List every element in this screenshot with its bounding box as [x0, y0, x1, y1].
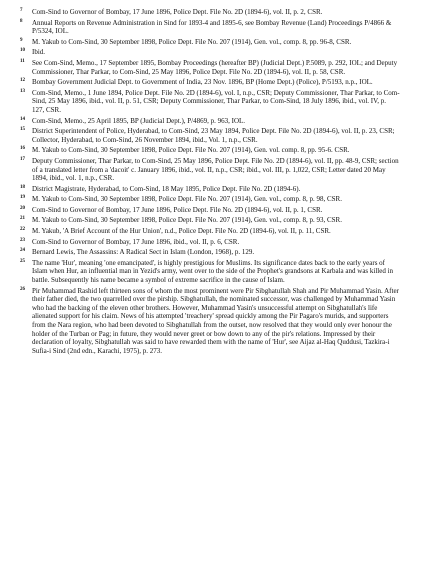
- footnote-item: [20, 248, 400, 257]
- footnote-text: Bernard Lewis, The Assassins: A Radical Sect in Islam (London, 1968), p. 129.: [32, 248, 255, 257]
- footnote-number: 7: [20, 8, 23, 13]
- footnote-number: 14: [20, 116, 25, 122]
- footnote-text: Annual Reports on Revenue Administration in Sind for 1893-4 and 1895-6, see Bombay Revenue (Land) Proceedings P/4866 & P/5324, IOL.: [32, 18, 392, 36]
- footnote-text: Bombay Government Judicial Dept. to Government of India, 23 Nov. 1896, BP (Home Dept.) (Police), P/5193, n.p., IOL.: [32, 78, 373, 87]
- footnote-item: [20, 259, 400, 285]
- footnote-text: Deputy Commissioner, Thar Parkar, to Com-Sind, 25 May 1896, Police Dept. File No. 2D (1894-6), vol. II, pp. 48-9, CSR; section of a translated letter from a 'dacoit' c. January 1896, ibid., vol. II, n.p., CSR; ibid., vol. III, p. 1,022, CSR; Letter dated 20 May 1894, ibid., vol. 1, n.p., CSR.: [32, 156, 399, 183]
- footnote-number: 13: [20, 88, 25, 94]
- footnote-number: 23: [20, 237, 25, 243]
- footnote-text: M. Yakub to Com-Sind, 30 September 1898, Police Dept. File No. 207 (1914), Gen. vol., comp. 8, p. 98, CSR.: [32, 195, 342, 204]
- footnote-list: [20, 8, 400, 355]
- footnote-item: [20, 185, 400, 194]
- footnote-number: 20: [20, 205, 25, 211]
- footnote-text: M. Yakub to Com-Sind, 30 September 1898, Police Dept. File No. 207 (1914), Gen. vol., comp. 8, p. 93, CSR.: [32, 216, 342, 225]
- footnote-number: 21: [20, 216, 25, 222]
- footnote-item: [20, 8, 400, 17]
- footnote-text: Com-Sind to Governor of Bombay, 17 June 1896, Police Dept. File No. 2D (1894-6), vol. II, p. 2, CSR.: [32, 8, 323, 16]
- footnote-number: 25: [20, 258, 25, 264]
- footnote-item: [20, 195, 400, 204]
- footnote-item: [20, 227, 400, 236]
- footnote-text: The name 'Hur', meaning 'one emancipated', is highly prestigious for Muslims. Its significance dates back to the early years of Islam when Hur, an influential man in Yezid's army, went over to the side of the Prophet's grandsons at Karbala and was killed in battle. Subsequently his name became a symbol of extreme sacrifice in the cause of Islam.: [32, 258, 394, 285]
- footnote-item: [20, 206, 400, 215]
- footnote-text: Ibid.: [32, 48, 46, 57]
- footnote-number: 22: [20, 227, 25, 233]
- footnote-item: [20, 238, 400, 247]
- footnote-number: 24: [20, 248, 25, 254]
- footnote-number: 8: [20, 18, 23, 24]
- footnote-number: 16: [20, 146, 25, 152]
- footnote-text: District Superintendent of Police, Hyderabad, to Com-Sind, 23 May 1894, Police Dept. File No. 2D (1894-6), vol. II, p. 23, CSR; Collector, Hyderabad, to Com-Sind, 26 November 1894, ibid., Vol. 1, n.p., CSR.: [32, 127, 395, 144]
- footnote-number: 18: [20, 184, 25, 190]
- footnote-text: Com-Sind, Memo., 1 June 1894, Police Dept. File No. 2D (1894-6), vol. I, n.p., CSR; Deputy Commissioner, Thar Parkar, to Com-Sind, 25 May 1896, ibid., vol. II, p. 51, CSR; Deputy Commissioner, Thar Parkar, to Com-Sind, 18 July 1896, ibid., vol. IV, p. 127, CSR.: [32, 88, 400, 114]
- footnote-text: Com-Sind, Memo., 25 April 1895, BP (Judicial Dept.), P/4869, p. 963, IOL.: [32, 116, 246, 125]
- footnote-item: [20, 38, 400, 47]
- footnote-number: 15: [20, 127, 25, 133]
- footnote-text: M. Yakub to Com-Sind, 30 September 1898, Police Dept. File No. 207 (1914), Gen. vol., comp. 8, pp. 96-8, CSR.: [32, 37, 352, 46]
- footnote-number: 26: [20, 286, 25, 292]
- footnote-item: [20, 127, 400, 144]
- footnote-text: Com-Sind to Governor of Bombay, 17 June 1896, ibid., vol. II, p. 6, CSR.: [32, 237, 240, 246]
- footnote-number: 12: [20, 78, 25, 84]
- footnote-text: M. Yakub to Com-Sind, 30 September 1898, Police Dept. File No. 207 (1914), Gen. vol. comp. 8, pp. 95-6. CSR.: [32, 146, 350, 155]
- footnote-item: [20, 287, 400, 356]
- footnote-item: [20, 48, 400, 57]
- footnote-text: District Magistrate, Hyderabad, to Com-Sind, 18 May 1895, Police Dept. File No. 2D (1894-6).: [32, 184, 301, 193]
- footnote-item: [20, 59, 400, 76]
- footnote-text: Com-Sind to Governor of Bombay, 17 June 1896, Police Dept. File No. 2D (1894-6), vol. II, p. 1, CSR.: [32, 205, 323, 214]
- footnote-item: [20, 146, 400, 155]
- footnote-item: [20, 78, 400, 87]
- footnote-item: [20, 89, 400, 115]
- footnote-item: [20, 117, 400, 126]
- footnote-item: [20, 19, 400, 36]
- footnote-number: 17: [20, 156, 25, 162]
- footnote-number: 9: [20, 37, 23, 43]
- footnote-text: See Com-Sind, Memo., 17 September 1895, Bombay Proceedings (hereafter BP) (Judicial Dept.) P.5089, p. 292, IOL; and Deputy Commissioner, Thar Parkar, to Com-Sind, 25 May 1896, Police Dept. File No. 2D (1894-6), vol. II, p. 58, CSR.: [32, 58, 398, 76]
- footnote-number: 10: [20, 48, 25, 54]
- footnote-item: [20, 157, 400, 183]
- footnote-item: [20, 216, 400, 225]
- footnote-text: Pir Muhammad Rashid left thirteen sons of whom the most prominent were Pir Sibghatullah Shah and Pir Muhammad Yasin. After their father died, the two quarrelled over the pirship. Sibghatullah, the nominated successor, was challenged by Muhammad Yasin who had the backing of the eleven other brothers. However, Muhammad Yasin's unsuccessful attempt on Sibghatullah's life alienated support for his claim. News of his attempted 'treachery' spread quickly among the Pir Pagaro's murids, and supporters from the Nara region, who had been devoted to Sibghatullah from the outset, now resolved that they would only ever honour the holder of the Turban or Pag; in future, they would never greet or bow down to any of the pir's relations. Impressed by their declaration of loyalty, Sibghatullah was said to have rewarded them with the name of 'Hur', see Aijaz al-Haq Quddusi, Tazkira-i Sufia-i Sind (2nd edn., Karachi, 1975), p. 273.: [32, 286, 399, 355]
- footnote-number: 19: [20, 195, 25, 201]
- footnote-number: 11: [20, 58, 25, 64]
- footnote-text: M. Yakub, 'A Brief Account of the Hur Union', n.d., Police Dept. File No. 2D (1894-6), vol. II, p. 11, CSR.: [32, 227, 331, 236]
